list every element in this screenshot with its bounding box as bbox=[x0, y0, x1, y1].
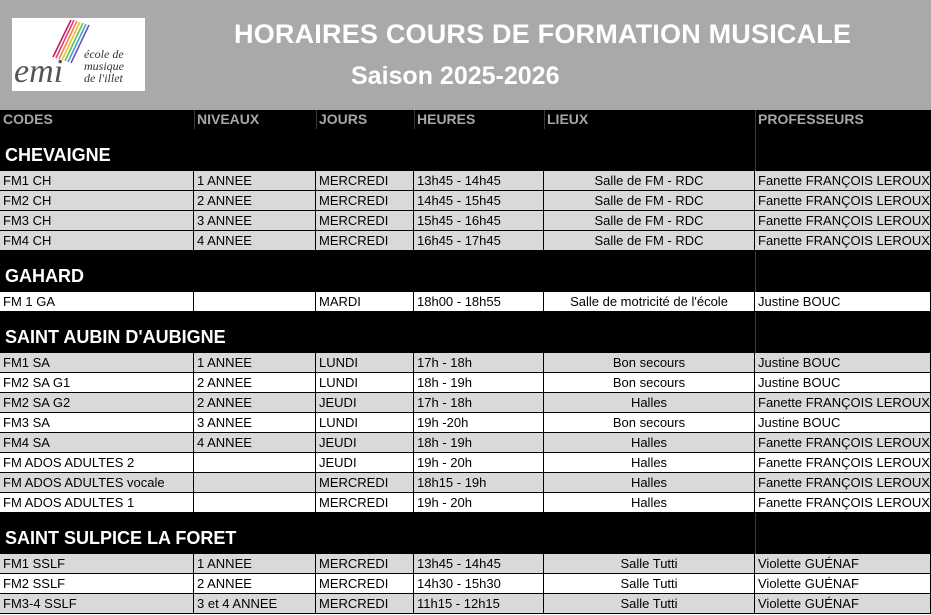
table-row bbox=[0, 413, 931, 433]
code-cell: FM4 CH bbox=[0, 231, 194, 251]
section-title: SAINT SULPICE LA FORET bbox=[5, 528, 237, 548]
location-cell: Halles bbox=[544, 453, 755, 473]
level-cell: 1 ANNEE bbox=[194, 554, 316, 574]
location-cell: Salle Tutti bbox=[544, 574, 755, 594]
teacher-cell: Fanette FRANÇOIS LEROUX bbox=[755, 453, 931, 473]
day-cell: MERCREDI bbox=[316, 554, 414, 574]
logo-icon bbox=[12, 18, 145, 91]
teacher-cell: Fanette FRANÇOIS LEROUX bbox=[755, 231, 931, 251]
code-cell: FM2 SA G2 bbox=[0, 393, 194, 413]
time-cell: 11h15 - 12h15 bbox=[414, 594, 544, 614]
section-header-row bbox=[0, 513, 931, 554]
table-row bbox=[0, 473, 931, 493]
teacher-cell: Violette GUÉNAF bbox=[755, 574, 931, 594]
column-divider bbox=[755, 251, 756, 292]
code-cell: FM3-4 SSLF bbox=[0, 594, 194, 614]
table-row bbox=[0, 574, 931, 594]
level-cell bbox=[194, 473, 316, 493]
code-cell: FM1 SA bbox=[0, 353, 194, 373]
teacher-cell: Fanette FRANÇOIS LEROUX bbox=[755, 493, 931, 513]
time-cell: 19h -20h bbox=[414, 413, 544, 433]
level-cell bbox=[194, 453, 316, 473]
column-header: PROFESSEURS bbox=[758, 111, 864, 127]
code-cell: FM ADOS ADULTES 1 bbox=[0, 493, 194, 513]
teacher-cell: Justine BOUC bbox=[755, 373, 931, 393]
teacher-cell: Justine BOUC bbox=[755, 353, 931, 373]
day-cell: LUNDI bbox=[316, 353, 414, 373]
day-cell: LUNDI bbox=[316, 413, 414, 433]
code-cell: FM1 CH bbox=[0, 171, 194, 191]
section-title: GAHARD bbox=[5, 266, 84, 286]
level-cell bbox=[194, 292, 316, 312]
location-cell: Salle de motricité de l'école bbox=[544, 292, 755, 312]
location-cell: Halles bbox=[544, 473, 755, 493]
code-cell: FM ADOS ADULTES vocale bbox=[0, 473, 194, 493]
level-cell: 2 ANNEE bbox=[194, 393, 316, 413]
level-cell: 3 ANNEE bbox=[194, 413, 316, 433]
schedule-table bbox=[0, 110, 931, 614]
level-cell: 4 ANNEE bbox=[194, 433, 316, 453]
logo-text-line2: musique bbox=[84, 59, 124, 73]
day-cell: MERCREDI bbox=[316, 594, 414, 614]
column-divider bbox=[544, 110, 545, 129]
teacher-cell: Justine BOUC bbox=[755, 413, 931, 433]
school-logo bbox=[12, 18, 145, 91]
day-cell: MERCREDI bbox=[316, 191, 414, 211]
time-cell: 19h - 20h bbox=[414, 453, 544, 473]
location-cell: Bon secours bbox=[544, 373, 755, 393]
level-cell: 2 ANNEE bbox=[194, 373, 316, 393]
column-divider bbox=[316, 110, 317, 129]
day-cell: JEUDI bbox=[316, 453, 414, 473]
column-divider bbox=[755, 110, 756, 129]
column-divider bbox=[194, 110, 195, 129]
location-cell: Halles bbox=[544, 393, 755, 413]
table-row bbox=[0, 211, 931, 231]
teacher-cell: Violette GUÉNAF bbox=[755, 554, 931, 574]
section-header-row bbox=[0, 129, 931, 171]
section-title: CHEVAIGNE bbox=[5, 145, 111, 165]
code-cell: FM ADOS ADULTES 2 bbox=[0, 453, 194, 473]
column-header: JOURS bbox=[319, 111, 368, 127]
teacher-cell: Fanette FRANÇOIS LEROUX bbox=[755, 171, 931, 191]
time-cell: 18h - 19h bbox=[414, 373, 544, 393]
day-cell: MERCREDI bbox=[316, 493, 414, 513]
location-cell: Salle de FM - RDC bbox=[544, 231, 755, 251]
level-cell bbox=[194, 493, 316, 513]
day-cell: MERCREDI bbox=[316, 211, 414, 231]
level-cell: 2 ANNEE bbox=[194, 574, 316, 594]
day-cell: JEUDI bbox=[316, 433, 414, 453]
time-cell: 17h - 18h bbox=[414, 353, 544, 373]
code-cell: FM4 SA bbox=[0, 433, 194, 453]
day-cell: MERCREDI bbox=[316, 473, 414, 493]
table-row bbox=[0, 373, 931, 393]
time-cell: 13h45 - 14h45 bbox=[414, 554, 544, 574]
table-row bbox=[0, 554, 931, 574]
column-header: CODES bbox=[3, 111, 53, 127]
day-cell: MARDI bbox=[316, 292, 414, 312]
season-subtitle: Saison 2025-2026 bbox=[351, 62, 560, 90]
page-title: HORAIRES COURS DE FORMATION MUSICALE bbox=[234, 19, 852, 49]
code-cell: FM 1 GA bbox=[0, 292, 194, 312]
location-cell: Halles bbox=[544, 433, 755, 453]
table-row bbox=[0, 594, 931, 614]
day-cell: MERCREDI bbox=[316, 231, 414, 251]
column-divider bbox=[755, 312, 756, 353]
table-row bbox=[0, 292, 931, 312]
table-row bbox=[0, 493, 931, 513]
level-cell: 1 ANNEE bbox=[194, 171, 316, 191]
column-divider bbox=[755, 129, 756, 171]
column-header: LIEUX bbox=[547, 111, 589, 127]
level-cell: 1 ANNEE bbox=[194, 353, 316, 373]
svg-text:emi: emi bbox=[14, 53, 64, 90]
location-cell: Bon secours bbox=[544, 353, 755, 373]
level-cell: 3 et 4 ANNEE bbox=[194, 594, 316, 614]
location-cell: Salle Tutti bbox=[544, 554, 755, 574]
table-row bbox=[0, 171, 931, 191]
section-header-row bbox=[0, 251, 931, 292]
time-cell: 14h45 - 15h45 bbox=[414, 191, 544, 211]
time-cell: 18h00 - 18h55 bbox=[414, 292, 544, 312]
teacher-cell: Violette GUÉNAF bbox=[755, 594, 931, 614]
time-cell: 13h45 - 14h45 bbox=[414, 171, 544, 191]
time-cell: 16h45 - 17h45 bbox=[414, 231, 544, 251]
code-cell: FM2 CH bbox=[0, 191, 194, 211]
table-row bbox=[0, 393, 931, 413]
teacher-cell: Fanette FRANÇOIS LEROUX bbox=[755, 433, 931, 453]
time-cell: 14h30 - 15h30 bbox=[414, 574, 544, 594]
day-cell: MERCREDI bbox=[316, 171, 414, 191]
time-cell: 18h - 19h bbox=[414, 433, 544, 453]
location-cell: Bon secours bbox=[544, 413, 755, 433]
location-cell: Salle Tutti bbox=[544, 594, 755, 614]
table-row bbox=[0, 353, 931, 373]
code-cell: FM2 SSLF bbox=[0, 574, 194, 594]
time-cell: 15h45 - 16h45 bbox=[414, 211, 544, 231]
logo-text-line1: école de bbox=[84, 47, 124, 61]
code-cell: FM2 SA G1 bbox=[0, 373, 194, 393]
column-divider bbox=[414, 110, 415, 129]
location-cell: Halles bbox=[544, 493, 755, 513]
column-header: NIVEAUX bbox=[197, 111, 260, 127]
time-cell: 19h - 20h bbox=[414, 493, 544, 513]
column-header-row bbox=[0, 110, 931, 129]
section-header-row bbox=[0, 312, 931, 353]
table-row bbox=[0, 433, 931, 453]
code-cell: FM3 CH bbox=[0, 211, 194, 231]
location-cell: Salle de FM - RDC bbox=[544, 191, 755, 211]
column-header: HEURES bbox=[417, 111, 476, 127]
logo-text-line3: de l'illet bbox=[84, 71, 123, 85]
time-cell: 17h - 18h bbox=[414, 393, 544, 413]
teacher-cell: Fanette FRANÇOIS LEROUX bbox=[755, 473, 931, 493]
time-cell: 18h15 - 19h bbox=[414, 473, 544, 493]
day-cell: JEUDI bbox=[316, 393, 414, 413]
day-cell: MERCREDI bbox=[316, 574, 414, 594]
table-row bbox=[0, 453, 931, 473]
column-divider bbox=[755, 513, 756, 554]
code-cell: FM1 SSLF bbox=[0, 554, 194, 574]
day-cell: LUNDI bbox=[316, 373, 414, 393]
teacher-cell: Fanette FRANÇOIS LEROUX bbox=[755, 211, 931, 231]
level-cell: 4 ANNEE bbox=[194, 231, 316, 251]
teacher-cell: Fanette FRANÇOIS LEROUX bbox=[755, 393, 931, 413]
level-cell: 2 ANNEE bbox=[194, 191, 316, 211]
teacher-cell: Fanette FRANÇOIS LEROUX bbox=[755, 191, 931, 211]
code-cell: FM3 SA bbox=[0, 413, 194, 433]
location-cell: Salle de FM - RDC bbox=[544, 211, 755, 231]
level-cell: 3 ANNEE bbox=[194, 211, 316, 231]
header-banner bbox=[0, 0, 931, 110]
table-row bbox=[0, 191, 931, 211]
section-title: SAINT AUBIN D'AUBIGNE bbox=[5, 327, 226, 347]
teacher-cell: Justine BOUC bbox=[755, 292, 931, 312]
location-cell: Salle de FM - RDC bbox=[544, 171, 755, 191]
table-row bbox=[0, 231, 931, 251]
